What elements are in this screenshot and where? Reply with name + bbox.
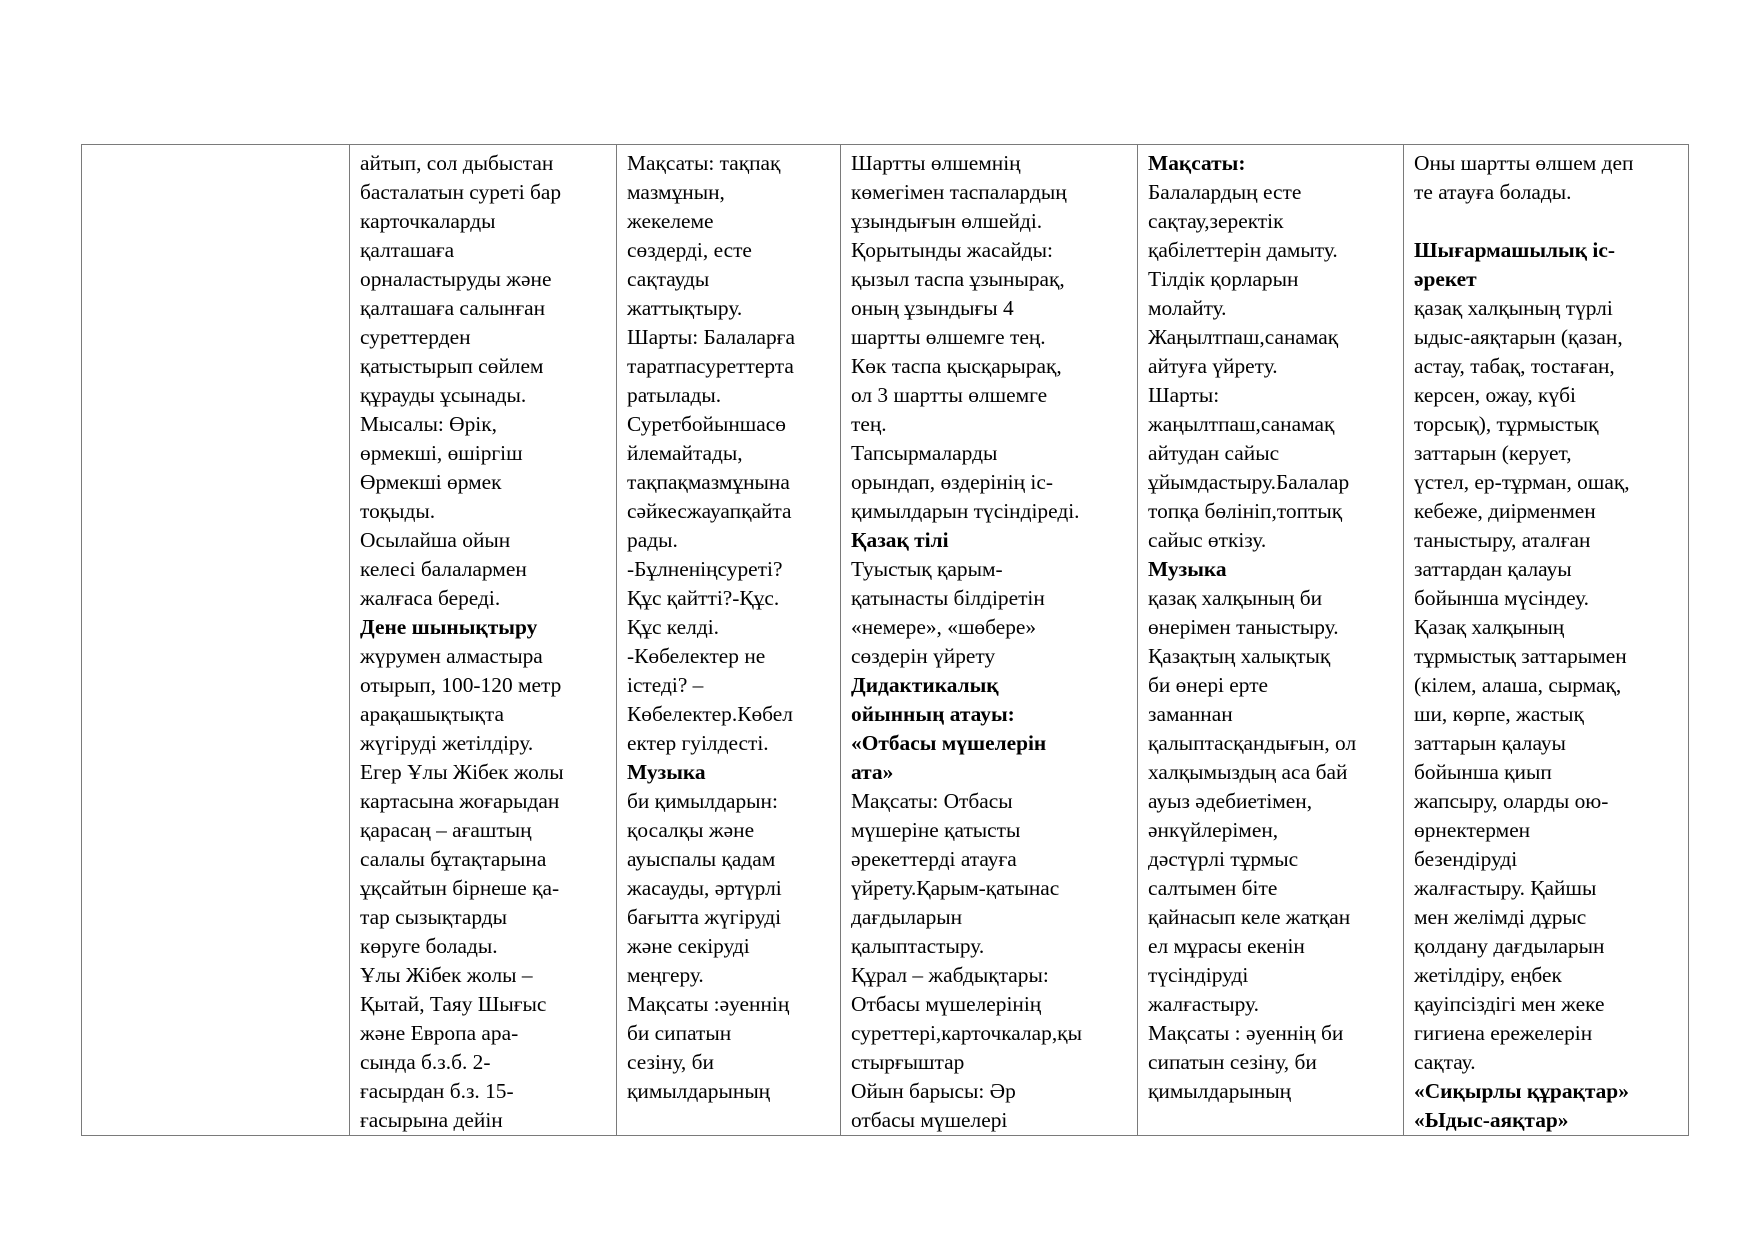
text-line: ұқсайтын бірнеше қа- [360, 876, 560, 900]
text-line: қазақ халқының би [1148, 586, 1323, 610]
text-line: басталатын суреті бар [360, 180, 562, 204]
text-line: молайту. [1148, 296, 1227, 320]
text-line: «немере», «шөбере» [851, 615, 1037, 639]
text-line: тақпақмазмұнына [627, 470, 790, 494]
text-line: «Ыдыс-аяқтар» [1414, 1108, 1569, 1132]
text-line: жүрумен алмастыра [360, 644, 543, 668]
text-line: -Бұлненіңсуреті? [627, 557, 783, 581]
text-line: ол 3 шартты өлшемге [851, 383, 1048, 407]
text-line: Қазақ тілі [851, 528, 949, 552]
text-line: Шартты өлшемнің [851, 151, 1021, 175]
text-line: Туыстық қарым- [851, 557, 1003, 581]
text-line: йлемайтады, [627, 441, 743, 465]
text-line: сөздерін үйрету [851, 644, 996, 668]
text-line: стырғыштар [851, 1050, 965, 1074]
text-line: гигиена ережелерін [1414, 1021, 1593, 1045]
text-line: Құс қайтті?-Құс. [627, 586, 780, 610]
text-line: жаңылтпаш,санамақ [1148, 412, 1335, 436]
text-line: Ойын барысы: Әр [851, 1079, 1016, 1103]
text-line: қимылдарын түсіндіреді. [851, 499, 1080, 523]
text-line: би сипатын [627, 1021, 732, 1045]
text-line: ел мұрасы екенін [1148, 934, 1305, 958]
text-line: Оны шартты өлшем деп [1414, 151, 1634, 175]
text-line: меңгеру. [627, 963, 704, 987]
text-line: қайнасып келе жатқан [1148, 905, 1351, 929]
text-line: және Европа ара- [360, 1021, 519, 1045]
text-line: Мақсаты : әуеннің би [1148, 1021, 1344, 1045]
text-line: жүгіруді жетілдіру. [360, 731, 534, 755]
text-line: қалташаға салынған [360, 296, 546, 320]
text-line: әрекеттерді атауға [851, 847, 1017, 871]
text-line: өрмекші, өшіргіш [360, 441, 523, 465]
text-line: таныстыру, аталған [1414, 528, 1591, 552]
text-line: Шығармашылық іс- [1414, 238, 1615, 262]
text-line: тұрмыстық заттарымен [1414, 644, 1627, 668]
text-line: айтып, сол дыбыстан [360, 151, 554, 175]
text-line: сезіну, би [627, 1050, 714, 1074]
text-line: Қазақ халқының [1414, 615, 1565, 639]
text-line: қолдану дағдыларын [1414, 934, 1605, 958]
text-line: қимылдарының [1148, 1079, 1292, 1103]
text-line: жапсыру, оларды ою- [1414, 789, 1609, 813]
text-line: би өнері ерте [1148, 673, 1269, 697]
text-line: астау, табақ, тостаған, [1414, 354, 1615, 378]
text-line: ұйымдастыру.Балалар [1148, 470, 1350, 494]
text-line: ыдыс-аяқтарын (қазан, [1414, 325, 1623, 349]
text-line: ауыспалы қадам [627, 847, 776, 871]
text-line: дағдыларын [851, 905, 963, 929]
text-line: ұзындығын өлшейді. [851, 209, 1043, 233]
text-line: қабілеттерін дамыту. [1148, 238, 1338, 262]
text-line: жаттықтыру. [627, 296, 743, 320]
text-line: істеді? – [627, 673, 704, 697]
text-line: арақашықтықта [360, 702, 505, 726]
text-line: үйрету.Қарым-қатынас [851, 876, 1060, 900]
text-line: Құрал – жабдықтары: [851, 963, 1049, 987]
text-line: Тапсырмаларды [851, 441, 998, 465]
text-line: қалыптастыру. [851, 934, 985, 958]
text-line: ратылады. [627, 383, 722, 407]
text-line: әрекет [1414, 267, 1477, 291]
text-line: Музыка [1148, 557, 1227, 581]
text-line: бойынша мүсіндеу. [1414, 586, 1590, 610]
table-cell-1 [82, 145, 350, 1136]
text-line: ауыз әдебиетімен, [1148, 789, 1313, 813]
text-line: өнерімен таныстыру. [1148, 615, 1339, 639]
text-line: қазақ халқының түрлі [1414, 296, 1613, 320]
text-line: Мақсаты :әуеннің [627, 992, 790, 1016]
text-line: сақтау,зеректік [1148, 209, 1284, 233]
text-line: көруге болады. [360, 934, 498, 958]
text-line: тар сызықтарды [360, 905, 507, 929]
table-cell-6 [1404, 145, 1689, 1136]
text-line: Балалардың есте [1148, 180, 1302, 204]
text-line: салалы бұтақтарына [360, 847, 547, 871]
text-line: картасына жоғарыдан [360, 789, 560, 813]
text-line: қауіпсіздігі мен жеке [1414, 992, 1605, 1016]
text-line: жасауды, әртүрлі [627, 876, 782, 900]
text-line: Өрмекші өрмек [360, 470, 502, 494]
text-line: Дидактикалық [851, 673, 999, 697]
text-line: Отбасы мүшелерінің [851, 992, 1042, 1016]
text-line: (кілем, алаша, сырмақ, [1414, 673, 1622, 697]
text-line: тоқыды. [360, 499, 436, 523]
table-cell-4 [841, 145, 1138, 1136]
text-line: Егер Ұлы Жібек жолы [360, 760, 564, 784]
text-line: Мақсаты: [1148, 151, 1246, 175]
text-line: мүшеріне қатысты [851, 818, 1021, 842]
text-line: карточкаларды [360, 209, 496, 233]
text-line: «Отбасы мүшелерін [851, 731, 1047, 755]
text-line: орналастыруды және [360, 267, 552, 291]
text-line: өрнектермен [1414, 818, 1531, 842]
text-line: айтудан сайыс [1148, 441, 1280, 465]
text-line: келесі балалармен [360, 557, 527, 581]
text-line: топқа бөлініп,топтық [1148, 499, 1343, 523]
text-line: заттарын (керует, [1414, 441, 1572, 465]
text-line: ғасырына дейін [360, 1108, 503, 1132]
text-line: қызыл таспа ұзынырақ, [851, 267, 1065, 291]
text-line: Мысалы: Өрік, [360, 412, 497, 436]
text-line: бағытта жүгіруді [627, 905, 782, 929]
text-line: керсен, ожау, күбі [1414, 383, 1576, 407]
text-line: Құс келді. [627, 615, 720, 639]
text-line: айтуға үйрету. [1148, 354, 1278, 378]
plan-table [81, 144, 1689, 1136]
text-line: Тілдік қорларын [1148, 267, 1299, 291]
text-line: сипатын сезіну, би [1148, 1050, 1317, 1074]
table-cell-2 [350, 145, 617, 1136]
text-line: Қорытынды жасайды: [851, 238, 1053, 262]
text-line: жекелеме [627, 209, 714, 233]
text-line: қатыстырып сөйлем [360, 354, 544, 378]
text-line: Шарты: Балаларға [627, 325, 795, 349]
text-line: сайыс өткізу. [1148, 528, 1267, 552]
text-line: тең. [851, 412, 887, 436]
text-line: Қытай, Таяу Шығыс [360, 992, 547, 1016]
text-line: қалыптасқандығын, ол [1148, 731, 1357, 755]
text-line: отырып, 100-120 метр [360, 673, 562, 697]
text-line: -Көбелектер не [627, 644, 766, 668]
text-line: жетілдіру, еңбек [1414, 963, 1562, 987]
text-line: сында б.з.б. 2- [360, 1050, 491, 1074]
text-line: безендіруді [1414, 847, 1518, 871]
text-line [1414, 207, 1678, 236]
text-line: сәйкесжауапқайта [627, 499, 792, 523]
text-line: және секіруді [627, 934, 750, 958]
text-line: Мақсаты: Отбасы [851, 789, 1013, 813]
text-line: қимылдарының [627, 1079, 771, 1103]
table-cell-5 [1138, 145, 1404, 1136]
text-line: таратпасуреттерта [627, 354, 794, 378]
text-line: қалташаға [360, 238, 455, 262]
text-line: Осылайша ойын [360, 528, 511, 552]
text-line: қарасаң – ағаштың [360, 818, 532, 842]
text-line: ши, көрпе, жастық [1414, 702, 1584, 726]
text-line: Шарты: [1148, 383, 1220, 407]
text-line: дәстүрлі тұрмыс [1148, 847, 1299, 871]
text-line: ойынның атауы: [851, 702, 1015, 726]
text-line: үстел, ер-тұрман, ошақ, [1414, 470, 1630, 494]
text-line: мазмұнын, [627, 180, 725, 204]
text-line: орындап, өздерінің іс- [851, 470, 1053, 494]
text-line: оның ұзындығы 4 [851, 296, 1014, 320]
text-line: кебеже, диірменмен [1414, 499, 1596, 523]
text-line: сақтау. [1414, 1050, 1476, 1074]
text-line: ектер гуілдесті. [627, 731, 769, 755]
text-line: Қазақтың халықтық [1148, 644, 1331, 668]
text-line: торсық), тұрмыстық [1414, 412, 1599, 436]
text-line: отбасы мүшелері [851, 1108, 1008, 1132]
text-line: қатынасты білдіретін [851, 586, 1045, 610]
text-line: Көбелектер.Көбел [627, 702, 793, 726]
text-line: Ұлы Жібек жолы – [360, 963, 533, 987]
text-line: құрауды ұсынады. [360, 383, 527, 407]
text-line: жалғаса береді. [360, 586, 501, 610]
text-line: суреттері,карточкалар,қы [851, 1021, 1082, 1045]
table-row [82, 145, 1689, 1136]
text-line: жалғастыру. [1148, 992, 1259, 1016]
text-line: мен желімді дұрыс [1414, 905, 1587, 929]
text-line: «Сиқырлы құрақтар» [1414, 1079, 1629, 1103]
text-line: суреттерден [360, 325, 471, 349]
text-line: Жаңылтпаш,санамақ [1148, 325, 1339, 349]
text-line: заманнан [1148, 702, 1233, 726]
text-line: жалғастыру. Қайшы [1414, 876, 1597, 900]
text-line: көмегімен таспалардың [851, 180, 1067, 204]
text-line: те атауға болады. [1414, 180, 1572, 204]
text-line: рады. [627, 528, 678, 552]
text-line: сөздерді, есте [627, 238, 752, 262]
text-line: халқымыздың аса бай [1148, 760, 1348, 784]
text-line: ғасырдан б.з. 15- [360, 1079, 514, 1103]
text-line: заттарын қалауы [1414, 731, 1566, 755]
text-line: заттардан қалауы [1414, 557, 1572, 581]
text-line: қосалқы және [627, 818, 755, 842]
text-line: түсіндіруді [1148, 963, 1249, 987]
text-line: Музыка [627, 760, 706, 784]
text-line: ата» [851, 760, 894, 784]
text-line: Мақсаты: тақпақ [627, 151, 781, 175]
text-line: би қимылдарын: [627, 789, 778, 813]
text-line: Суретбойыншасө [627, 412, 786, 436]
text-line: сақтауды [627, 267, 710, 291]
text-line: Көк таспа қысқарырақ, [851, 354, 1062, 378]
text-line: салтымен біте [1148, 876, 1278, 900]
text-line: бойынша қиып [1414, 760, 1552, 784]
text-line: әнкүйлерімен, [1148, 818, 1279, 842]
table-cell-3 [617, 145, 841, 1136]
text-line: шартты өлшемге тең. [851, 325, 1046, 349]
text-line: Дене шынықтыру [360, 615, 538, 639]
